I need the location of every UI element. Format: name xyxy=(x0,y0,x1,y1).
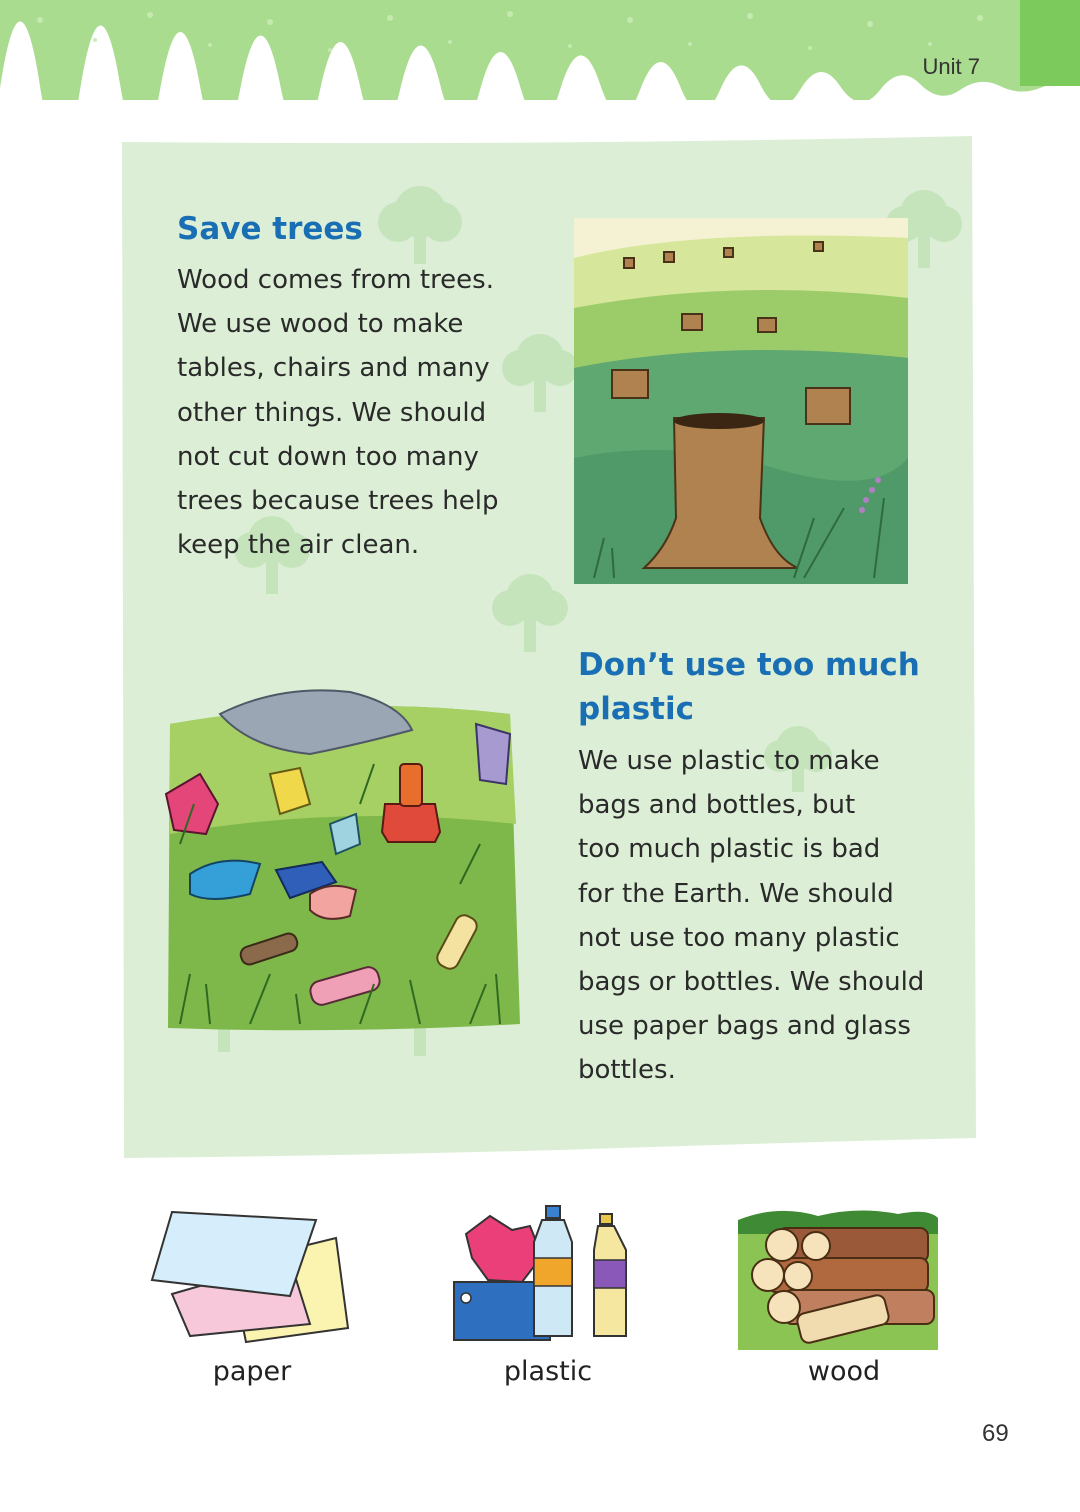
text-line: We use plastic to make xyxy=(578,746,880,776)
text-line: tables, chairs and many xyxy=(177,353,490,384)
section-text-plastic xyxy=(578,739,924,1093)
page-number: 69 xyxy=(982,1420,1009,1447)
wood-logs-icon xyxy=(738,1204,938,1350)
text-line: not use too many plastic xyxy=(578,922,900,953)
paper-sheets-icon xyxy=(150,1204,350,1344)
vocab-word-plastic: plastic xyxy=(503,1356,593,1387)
text-line: keep the air clean. xyxy=(177,530,420,561)
section-text-save-trees xyxy=(177,258,498,567)
unit-label: Unit 7 xyxy=(922,54,980,79)
plastic-items-icon xyxy=(450,1198,636,1346)
text-line: too much plastic is bad xyxy=(578,834,881,865)
vocab-word-wood: wood xyxy=(807,1356,881,1387)
text-line: for the Earth. We should xyxy=(578,878,894,909)
heading-line: plastic xyxy=(578,691,695,727)
vocab-word-paper: paper xyxy=(212,1356,292,1387)
heading-line: Don’t use too much xyxy=(578,647,920,683)
text-line: not cut down too many xyxy=(177,441,479,472)
tree-stumps-illustration xyxy=(574,218,908,584)
text-line: bottles. xyxy=(578,1055,676,1086)
text-line: bags or bottles. We should xyxy=(578,967,925,998)
text-line: use paper bags and glass xyxy=(578,1011,911,1042)
text-line: trees because trees help xyxy=(177,486,499,517)
section-heading-save-trees: Save trees xyxy=(177,211,363,247)
plastic-litter-illustration xyxy=(160,684,522,1032)
text-line: We use wood to make xyxy=(177,309,464,340)
text-line: other things. We should xyxy=(177,397,487,428)
section-heading-plastic xyxy=(578,643,920,731)
text-line: bags and bottles, but xyxy=(578,790,856,821)
text-line: Wood comes from trees. xyxy=(177,265,494,295)
